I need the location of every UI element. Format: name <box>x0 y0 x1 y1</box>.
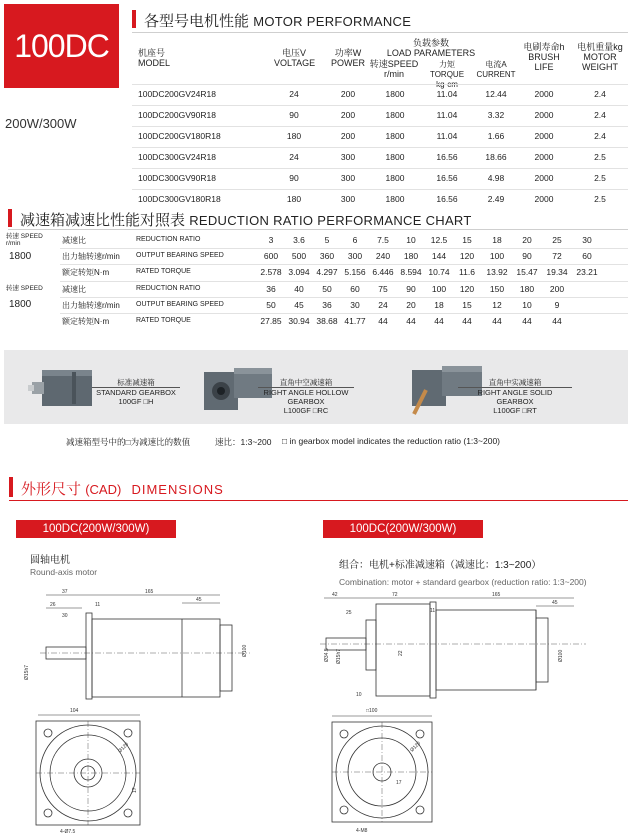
dim-17: 17 <box>132 787 138 793</box>
motor-cell-brush: 2000 <box>534 89 554 99</box>
reduction-cell: 10.74 <box>428 267 450 277</box>
dim-37: 37 <box>62 589 68 595</box>
speed-label-1 <box>6 233 43 247</box>
motor-performance-title-en: MOTOR PERFORMANCE <box>253 14 412 29</box>
reduction-cell: 180 <box>403 251 419 261</box>
header-brush-en2: LIFE <box>534 62 554 72</box>
header-power-zh: 功率W <box>334 48 362 58</box>
reduction-cell: 15 <box>462 235 472 245</box>
reduction-cell: 11.6 <box>459 267 475 277</box>
speed-label-2: 转速 SPEED <box>6 285 43 292</box>
motor-cell-speed: 1800 <box>385 110 405 120</box>
row-divider <box>60 264 628 265</box>
row-divider <box>132 168 628 169</box>
speed-label-1-zh: 转速 SPEED <box>6 233 43 240</box>
header-current <box>475 60 517 80</box>
reduction-cell: 25 <box>552 235 562 245</box>
row-divider <box>132 105 628 106</box>
header-brush-zh: 电刷寿命h <box>523 42 565 52</box>
header-brush-en: BRUSH <box>528 52 560 62</box>
header-current-en: CURRENT <box>476 70 516 79</box>
motor-cell-torque: 16.56 <box>436 152 458 162</box>
header-weight-zh: 电机重量kg <box>577 42 623 52</box>
motor-table-header <box>132 36 628 82</box>
motor-cell-model: 100DC200GV24R18 <box>138 89 216 99</box>
motor-cell-torque: 11.04 <box>436 131 458 141</box>
dim-104: 104 <box>70 708 79 714</box>
dim-phi120: Ø120 <box>117 741 131 755</box>
reduction-cell: 45 <box>294 300 304 310</box>
speed-value-2: 1800 <box>9 299 32 310</box>
header-torque-zh: 力矩TORQUE <box>429 60 465 79</box>
row-divider <box>60 297 628 298</box>
reduction-cell: 44 <box>378 316 388 326</box>
motor-cell-power: 300 <box>340 152 356 162</box>
row-divider <box>60 248 628 249</box>
right-drawing-title-en: Combination: motor + standard gearbox (reduction ratio: 1:3~200) <box>339 577 587 587</box>
motor-cell-weight: 2.4 <box>594 131 606 141</box>
reduction-title-en: REDUCTION RATIO PERFORMANCE CHART <box>189 213 472 228</box>
motor-cell-torque: 16.56 <box>436 173 458 183</box>
reduction-cell: 20 <box>522 235 532 245</box>
header-model <box>138 48 170 68</box>
reduction-row-label-zh: 出力轴转速r/min <box>62 252 120 261</box>
motor-cell-current: 18.66 <box>485 152 507 162</box>
dim-22: 22 <box>398 650 404 656</box>
dim-holes: 4-M8 <box>356 828 368 834</box>
reduction-row-label-zh: 减速比 <box>62 236 86 245</box>
speed-label-1-unit: r/min <box>6 240 21 247</box>
header-current-zh: 电流A <box>485 60 507 69</box>
reduction-cell: 600 <box>263 251 279 261</box>
dimensions-title <box>21 478 224 499</box>
gearbox-caption-2 <box>258 378 354 415</box>
dim-26: 26 <box>50 602 56 608</box>
reduction-title <box>20 209 472 230</box>
dim-phi34: Ø34.5 <box>324 648 330 662</box>
motor-cell-power: 200 <box>340 110 356 120</box>
reduction-cell: 200 <box>549 284 565 294</box>
motor-performance-title <box>144 10 411 31</box>
dim-25: 25 <box>346 610 352 616</box>
motor-cell-weight: 2.4 <box>594 89 606 99</box>
motor-cell-power: 300 <box>340 194 356 204</box>
reduction-cell: 2.578 <box>260 267 282 277</box>
motor-cell-current: 12.44 <box>485 89 507 99</box>
motor-cell-speed: 1800 <box>385 152 405 162</box>
reduction-cell: 75 <box>378 284 388 294</box>
header-brush <box>518 42 570 72</box>
motor-cell-brush: 2000 <box>534 194 554 204</box>
section-marker <box>8 209 12 227</box>
reduction-cell: 27.85 <box>260 316 282 326</box>
reduction-row-label-zh: 额定转矩N·m <box>62 317 110 326</box>
reduction-row-label-zh: 出力轴转速r/min <box>62 301 120 310</box>
reduction-cell: 50 <box>266 300 276 310</box>
reduction-cell: 100 <box>431 284 447 294</box>
motor-cell-power: 200 <box>340 131 356 141</box>
gearbox-note-ratio: 速比：1:3~200 <box>215 437 272 447</box>
dim-phi120: Ø120 <box>409 740 423 754</box>
header-load <box>367 38 495 58</box>
motor-cell-model: 100DC300GV180R18 <box>138 194 221 204</box>
reduction-cell: 180 <box>519 284 535 294</box>
reduction-cell: 5 <box>324 235 330 245</box>
reduction-cell: 3.094 <box>288 267 310 277</box>
dim-square100: □100 <box>366 708 378 714</box>
motor-cell-power: 300 <box>340 173 356 183</box>
motor-cell-weight: 2.5 <box>594 173 606 183</box>
header-load-en: LOAD PARAMETERS <box>386 48 476 58</box>
reduction-cell: 72 <box>552 251 562 261</box>
model-badge <box>4 4 119 88</box>
dim-45: 45 <box>552 600 558 606</box>
reduction-cell: 44 <box>492 316 502 326</box>
gearbox-3-en: RIGHT ANGLE SOLID GEARBOX <box>477 388 553 406</box>
reduction-cell: 90 <box>522 251 532 261</box>
reduction-cell: 12 <box>492 300 502 310</box>
motor-cell-model: 100DC300GV24R18 <box>138 152 216 162</box>
dim-10: 10 <box>356 692 362 698</box>
speed-value-1: 1800 <box>9 251 32 262</box>
reduction-cell: 240 <box>375 251 391 261</box>
row-divider <box>60 313 628 314</box>
motor-cell-brush: 2000 <box>534 152 554 162</box>
gearbox-caption-3 <box>458 378 572 415</box>
header-power-en: POWER <box>330 58 365 68</box>
reduction-row-label-en: RATED TORQUE <box>136 317 191 324</box>
dim-30: 30 <box>62 613 68 619</box>
reduction-row-label-zh: 额定转矩N·m <box>62 268 110 277</box>
gearbox-note-en: □ in gearbox model indicates the reduction ratio (1:3~200) <box>282 436 500 446</box>
reduction-cell: 300 <box>347 251 363 261</box>
header-speed-unit: r/min <box>384 69 404 79</box>
left-drawing-title-zh: 圆轴电机 <box>30 555 70 566</box>
motor-cell-current: 3.32 <box>487 110 505 120</box>
motor-cell-voltage: 90 <box>289 173 299 183</box>
header-load-zh: 负载参数 <box>412 38 449 48</box>
motor-cell-voltage: 90 <box>289 110 299 120</box>
reduction-cell: 3.6 <box>293 235 305 245</box>
reduction-cell: 30 <box>350 300 360 310</box>
reduction-cell: 36 <box>266 284 276 294</box>
motor-cell-voltage: 180 <box>286 194 302 204</box>
divider <box>8 229 628 230</box>
header-voltage <box>274 48 314 68</box>
dimensions-title-en: DIMENSIONS <box>131 482 224 497</box>
row-divider <box>132 84 628 85</box>
reduction-cell: 4.297 <box>316 267 338 277</box>
reduction-cell: 44 <box>406 316 416 326</box>
reduction-cell: 10 <box>522 300 532 310</box>
dim-42: 42 <box>332 592 338 598</box>
dimensions-title-cad: (CAD) <box>85 482 122 497</box>
left-drawing-title-en: Round-axis motor <box>30 567 98 577</box>
motor-cell-current: 1.66 <box>487 131 505 141</box>
motor-cell-brush: 2000 <box>534 131 554 141</box>
dim-11: 11 <box>95 602 101 608</box>
combination-drawing <box>320 590 590 835</box>
gearbox-1-zh: 标准减速箱 <box>117 378 155 387</box>
header-model-en: MODEL <box>138 58 171 68</box>
reduction-row-label-en: OUTPUT BEARING SPEED <box>136 252 224 259</box>
header-weight-en2: WEIGHT <box>582 62 618 72</box>
reduction-cell: 44 <box>552 316 562 326</box>
motor-cell-current: 2.49 <box>487 194 505 204</box>
reduction-cell: 30 <box>582 235 592 245</box>
motor-cell-brush: 2000 <box>534 173 554 183</box>
reduction-cell: 44 <box>462 316 472 326</box>
header-voltage-zh: 电压V <box>281 48 306 58</box>
reduction-cell: 13.92 <box>486 267 508 277</box>
round-axis-motor-drawing <box>20 585 260 835</box>
header-speed <box>369 59 419 79</box>
row-divider <box>132 147 628 148</box>
motor-cell-torque: 11.04 <box>436 110 458 120</box>
reduction-cell: 120 <box>459 284 475 294</box>
motor-cell-weight: 2.5 <box>594 194 606 204</box>
reduction-cell: 3 <box>268 235 274 245</box>
reduction-cell: 18 <box>434 300 444 310</box>
header-voltage-en: VOLTAGE <box>274 58 316 68</box>
reduction-cell: 44 <box>522 316 532 326</box>
header-model-zh: 机座号 <box>138 48 166 58</box>
reduction-row-label-en: REDUCTION RATIO <box>136 285 201 292</box>
reduction-cell: 8.594 <box>400 267 422 277</box>
reduction-cell: 5.156 <box>344 267 366 277</box>
reduction-cell: 41.77 <box>344 316 366 326</box>
reduction-cell: 12.5 <box>430 235 448 245</box>
motor-cell-speed: 1800 <box>385 194 405 204</box>
motor-cell-speed: 1800 <box>385 89 405 99</box>
gearbox-3-zh: 直角中实减速箱 <box>488 378 542 387</box>
reduction-cell: 6 <box>352 235 358 245</box>
motor-cell-weight: 2.5 <box>594 152 606 162</box>
reduction-cell: 15.47 <box>516 267 538 277</box>
gearbox-2-en: RIGHT ANGLE HOLLOW GEARBOX <box>263 388 349 406</box>
reduction-cell: 144 <box>431 251 447 261</box>
reduction-cell: 100 <box>489 251 505 261</box>
header-weight-en: MOTOR <box>583 52 617 62</box>
reduction-cell: 6.446 <box>372 267 394 277</box>
reduction-cell: 19.34 <box>546 267 568 277</box>
motor-cell-torque: 16.56 <box>436 194 458 204</box>
gearbox-2-zh: 直角中空减速箱 <box>279 378 333 387</box>
reduction-cell: 38.68 <box>316 316 338 326</box>
row-divider <box>60 281 628 282</box>
dim-11: 11 <box>430 608 436 614</box>
reduction-row-label-en: OUTPUT BEARING SPEED <box>136 301 224 308</box>
row-divider <box>132 126 628 127</box>
reduction-cell: 24 <box>378 300 388 310</box>
dim-165: 165 <box>145 589 154 595</box>
dim-72: 72 <box>392 592 398 598</box>
gearbox-1-en: STANDARD GEARBOX <box>96 388 176 397</box>
dim-17: 17 <box>396 780 402 786</box>
gearbox-3-code: L100GF □RT <box>493 406 537 415</box>
motor-cell-model: 100DC300GV90R18 <box>138 173 216 183</box>
divider <box>132 32 628 33</box>
reduction-cell: 360 <box>319 251 335 261</box>
reduction-cell: 30.94 <box>288 316 310 326</box>
gearbox-2-code: L100GF □RC <box>283 406 329 415</box>
dim-holes: 4-Ø7.5 <box>60 829 76 835</box>
right-drawing-tab: 100DC(200W/300W) <box>323 520 483 538</box>
motor-cell-voltage: 24 <box>289 89 299 99</box>
row-divider <box>132 189 628 190</box>
motor-performance-title-zh: 各型号电机性能 <box>144 13 250 30</box>
reduction-cell: 60 <box>582 251 592 261</box>
power-options: 200W/300W <box>5 116 77 131</box>
dimensions-title-zh: 外形尺寸 <box>21 481 82 498</box>
motor-cell-torque: 11.04 <box>436 89 458 99</box>
reduction-cell: 36 <box>322 300 332 310</box>
gearbox-caption-1 <box>92 378 180 406</box>
section-marker <box>9 477 13 497</box>
model-badge-text: 100DC <box>14 27 109 64</box>
motor-cell-speed: 1800 <box>385 173 405 183</box>
dim-phi100: Ø100 <box>558 649 564 662</box>
reduction-cell: 10 <box>406 235 416 245</box>
standard-gearbox-image <box>28 362 98 414</box>
reduction-cell: 44 <box>434 316 444 326</box>
reduction-cell: 7.5 <box>377 235 389 245</box>
reduction-cell: 40 <box>294 284 304 294</box>
dim-45: 45 <box>196 597 202 603</box>
dim-phi15: Ø15h7 <box>336 648 342 664</box>
reduction-cell: 120 <box>459 251 475 261</box>
reduction-cell: 23.21 <box>576 267 598 277</box>
motor-cell-speed: 1800 <box>385 131 405 141</box>
motor-cell-weight: 2.4 <box>594 110 606 120</box>
header-weight <box>572 42 628 72</box>
motor-cell-voltage: 24 <box>289 152 299 162</box>
dim-phi100: Ø100 <box>242 644 248 657</box>
reduction-cell: 50 <box>322 284 332 294</box>
reduction-row-label-en: RATED TORQUE <box>136 268 191 275</box>
reduction-row-label-en: REDUCTION RATIO <box>136 236 201 243</box>
reduction-cell: 90 <box>406 284 416 294</box>
dim-165: 165 <box>492 592 501 598</box>
right-drawing-title-zh: 组合：电机+标准减速箱（减速比：1:3~200） <box>339 560 542 571</box>
gearbox-note-zh: 减速箱型号中的□为减速比的数值 <box>66 437 191 447</box>
divider <box>9 500 628 501</box>
motor-cell-voltage: 180 <box>286 131 302 141</box>
left-drawing-tab: 100DC(200W/300W) <box>16 520 176 538</box>
reduction-title-zh: 减速箱减速比性能对照表 <box>20 212 186 229</box>
header-power <box>328 48 368 68</box>
motor-cell-brush: 2000 <box>534 110 554 120</box>
reduction-cell: 60 <box>350 284 360 294</box>
reduction-cell: 9 <box>554 300 560 310</box>
motor-cell-current: 4.98 <box>487 173 505 183</box>
reduction-cell: 20 <box>406 300 416 310</box>
section-marker <box>132 10 136 28</box>
header-speed-zh: 转速SPEED <box>369 59 419 69</box>
gearbox-1-code: 100GF □H <box>118 397 154 406</box>
reduction-cell: 150 <box>489 284 505 294</box>
reduction-row-label-zh: 减速比 <box>62 285 86 294</box>
reduction-cell: 18 <box>492 235 502 245</box>
reduction-cell: 15 <box>462 300 472 310</box>
reduction-cell: 500 <box>291 251 307 261</box>
header-torque <box>422 60 472 90</box>
motor-cell-model: 100DC200GV90R18 <box>138 110 216 120</box>
dim-phi15: Ø15h7 <box>24 664 30 680</box>
motor-cell-power: 200 <box>340 89 356 99</box>
motor-cell-model: 100DC200GV180R18 <box>138 131 221 141</box>
